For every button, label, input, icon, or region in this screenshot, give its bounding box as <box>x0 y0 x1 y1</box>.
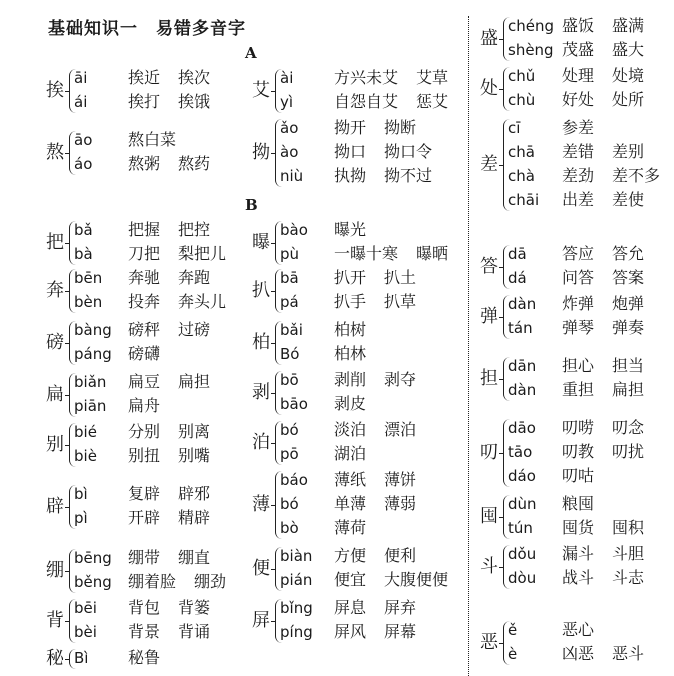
example-word: 处境 <box>612 66 645 85</box>
reading-row <box>280 164 450 188</box>
reading-row <box>508 116 612 140</box>
pinyin: pù <box>280 245 300 263</box>
example-word: 拗开 <box>334 118 367 137</box>
reading-row <box>508 64 662 88</box>
reading-row <box>508 14 662 38</box>
reading-row <box>280 368 434 392</box>
example-word: 担心 <box>562 356 595 375</box>
pinyin: biàn <box>280 547 313 565</box>
reading-row <box>280 418 434 442</box>
example-word: 曝晒 <box>416 244 449 263</box>
reading-row <box>280 266 434 290</box>
reading-row <box>280 218 384 242</box>
pinyin: bèn <box>74 293 103 311</box>
example-word: 薄荷 <box>334 518 367 537</box>
pinyin: dòu <box>508 569 537 587</box>
example-word: 扒土 <box>384 268 417 287</box>
example-word: 大腹便便 <box>384 570 449 589</box>
reading-row <box>508 542 662 566</box>
entry-character: 绷 <box>46 560 64 581</box>
example-word: 绷着脸 <box>128 572 177 591</box>
example-word: 熬药 <box>178 154 211 173</box>
example-word: 屏幕 <box>384 622 417 641</box>
reading-row <box>74 646 178 670</box>
entry-character: 弹 <box>480 306 498 327</box>
example-word: 扒手 <box>334 292 367 311</box>
example-word: 熬粥 <box>128 154 161 173</box>
pinyin: ě <box>508 621 518 639</box>
example-word: 过磅 <box>178 320 211 339</box>
pinyin: yì <box>280 93 294 111</box>
pinyin: biǎn <box>74 373 107 391</box>
reading-row <box>280 620 434 644</box>
entry-character: 担 <box>480 368 498 389</box>
pinyin: bǎ <box>74 221 93 239</box>
example-word: 囤货 <box>562 518 595 537</box>
pinyin: shèng <box>508 41 554 59</box>
example-word: 方兴未艾 <box>334 68 399 87</box>
example-word: 挨近 <box>128 68 161 87</box>
example-word: 差使 <box>612 190 645 209</box>
example-word: 艾草 <box>416 68 449 87</box>
reading-row <box>74 342 178 366</box>
example-word: 叨教 <box>562 442 595 461</box>
example-word: 好处 <box>562 90 595 109</box>
reading-row <box>280 392 384 416</box>
reading-row <box>74 318 228 342</box>
example-word: 一曝十寒 <box>334 244 399 263</box>
column-divider <box>468 16 469 676</box>
reading-row <box>74 506 228 530</box>
example-word: 拗不过 <box>384 166 433 185</box>
example-word: 屏息 <box>334 598 367 617</box>
reading-row <box>74 66 228 90</box>
pinyin: chǔ <box>508 67 536 85</box>
example-word: 便宜 <box>334 570 367 589</box>
example-word: 刀把 <box>128 244 161 263</box>
reading-row <box>74 266 228 290</box>
pinyin: ào <box>280 143 299 161</box>
reading-row <box>508 242 662 266</box>
pinyin: chéng <box>508 17 555 35</box>
example-word: 背景 <box>128 622 161 641</box>
example-word: 剥皮 <box>334 394 367 413</box>
pinyin: dàn <box>508 295 537 313</box>
reading-row <box>508 38 662 62</box>
example-word: 奔驰 <box>128 268 161 287</box>
example-word: 弹奏 <box>612 318 645 337</box>
reading-row <box>74 482 228 506</box>
example-word: 叨念 <box>612 418 645 437</box>
example-word: 扁豆 <box>128 372 161 391</box>
entry-character: 扒 <box>252 280 270 301</box>
example-word: 盛满 <box>612 16 645 35</box>
section-letter-a: A <box>245 44 257 62</box>
example-word: 凶恶 <box>562 644 595 663</box>
section-letter-b: B <box>245 196 258 214</box>
example-word: 熬白菜 <box>128 130 177 149</box>
reading-row <box>74 420 228 444</box>
pinyin: bǎi <box>280 321 303 339</box>
reading-row <box>280 66 466 90</box>
example-word: 参差 <box>562 118 595 137</box>
example-word: 湖泊 <box>334 444 367 463</box>
example-word: 担当 <box>612 356 645 375</box>
example-word: 挨次 <box>178 68 211 87</box>
entry-character: 柏 <box>252 332 270 353</box>
pinyin: chù <box>508 91 536 109</box>
reading-row <box>74 290 244 314</box>
reading-row <box>280 492 434 516</box>
pinyin: píng <box>280 623 313 641</box>
entry-character: 薄 <box>252 494 270 515</box>
reading-row <box>508 140 662 164</box>
pinyin: āo <box>74 131 93 149</box>
reading-row <box>280 116 434 140</box>
pinyin: è <box>508 645 518 663</box>
entry-character: 答 <box>480 256 498 277</box>
reading-row <box>508 88 662 112</box>
example-word: 叨咕 <box>562 466 595 485</box>
example-word: 薄纸 <box>334 470 367 489</box>
pinyin: bié <box>74 423 97 441</box>
example-word: 叨扰 <box>612 442 645 461</box>
pinyin: bó <box>280 495 299 513</box>
pinyin: dáo <box>508 467 536 485</box>
reading-row <box>508 188 662 212</box>
reading-row <box>74 152 228 176</box>
reading-row <box>508 378 662 402</box>
reading-row <box>508 292 662 316</box>
example-word: 奔头儿 <box>178 292 227 311</box>
reading-row <box>508 354 662 378</box>
reading-row <box>508 164 674 188</box>
reading-row <box>508 464 612 488</box>
example-word: 盛大 <box>612 40 645 59</box>
pinyin: cī <box>508 119 521 137</box>
pinyin: bì <box>74 485 88 503</box>
example-word: 答应 <box>562 244 595 263</box>
entry-character: 处 <box>480 78 498 99</box>
pinyin: piān <box>74 397 107 415</box>
example-word: 差劲 <box>562 166 595 185</box>
pinyin: pián <box>280 571 313 589</box>
pinyin: bēi <box>74 599 97 617</box>
example-word: 薄弱 <box>384 494 417 513</box>
example-word: 问答 <box>562 268 595 287</box>
example-word: 绷劲 <box>194 572 227 591</box>
reading-row <box>280 568 466 592</box>
reading-row <box>280 242 466 266</box>
pinyin: Bì <box>74 649 89 667</box>
pinyin: dàn <box>508 381 537 399</box>
reading-row <box>280 290 434 314</box>
pinyin: niù <box>280 167 304 185</box>
pinyin: bàng <box>74 321 112 339</box>
reading-row <box>508 492 612 516</box>
pinyin: bāo <box>280 395 308 413</box>
reading-row <box>280 342 384 366</box>
pinyin: pì <box>74 509 88 527</box>
reading-row <box>74 128 194 152</box>
pinyin: āi <box>74 69 88 87</box>
example-word: 出差 <box>562 190 595 209</box>
pinyin: ái <box>74 93 88 111</box>
example-word: 炸弹 <box>562 294 595 313</box>
reading-row <box>508 440 662 464</box>
example-word: 差错 <box>562 142 595 161</box>
reading-row <box>508 566 662 590</box>
example-word: 恶心 <box>562 620 595 639</box>
example-word: 背篓 <box>178 598 211 617</box>
reading-row <box>280 596 434 620</box>
example-word: 辟邪 <box>178 484 211 503</box>
example-word: 别扭 <box>128 446 161 465</box>
pinyin: bǐng <box>280 599 313 617</box>
entry-character: 盛 <box>480 28 498 49</box>
pinyin: bā <box>280 269 299 287</box>
pinyin: bèi <box>74 623 97 641</box>
entry-character: 屏 <box>252 610 270 631</box>
entry-character: 秘 <box>46 648 64 669</box>
pinyin: chā <box>508 143 535 161</box>
example-word: 叨唠 <box>562 418 595 437</box>
example-word: 重担 <box>562 380 595 399</box>
pinyin: pá <box>280 293 299 311</box>
example-word: 惩艾 <box>416 92 449 111</box>
reading-row <box>74 394 178 418</box>
reading-row <box>280 90 466 114</box>
example-word: 挨饿 <box>178 92 211 111</box>
example-word: 战斗 <box>562 568 595 587</box>
example-word: 答允 <box>612 244 645 263</box>
example-word: 处理 <box>562 66 595 85</box>
example-word: 磅秤 <box>128 320 161 339</box>
example-word: 拗口 <box>334 142 367 161</box>
pinyin: báo <box>280 471 308 489</box>
reading-row <box>280 442 384 466</box>
example-word: 炮弹 <box>612 294 645 313</box>
entry-character: 剥 <box>252 382 270 403</box>
pinyin: áo <box>74 155 93 173</box>
entry-character: 恶 <box>480 632 498 653</box>
example-word: 粮囤 <box>562 494 595 513</box>
example-word: 曝光 <box>334 220 367 239</box>
pinyin: dá <box>508 269 527 287</box>
example-word: 斗志 <box>612 568 645 587</box>
pinyin: bà <box>74 245 93 263</box>
reading-row <box>508 316 662 340</box>
example-word: 拗口令 <box>384 142 433 161</box>
example-word: 自怨自艾 <box>334 92 399 111</box>
pinyin: tún <box>508 519 533 537</box>
example-word: 绷带 <box>128 548 161 567</box>
pinyin: dān <box>508 357 537 375</box>
reading-row <box>74 242 244 266</box>
pinyin: tāo <box>508 443 533 461</box>
pinyin: Bó <box>280 345 300 363</box>
pinyin: pō <box>280 445 299 463</box>
example-word: 拗断 <box>384 118 417 137</box>
entry-character: 拗 <box>252 142 270 163</box>
example-word: 执拗 <box>334 166 367 185</box>
example-word: 淡泊 <box>334 420 367 439</box>
reading-row <box>508 618 612 642</box>
example-word: 绷直 <box>178 548 211 567</box>
pinyin: bō <box>280 371 299 389</box>
pinyin: ǎo <box>280 119 299 137</box>
pinyin: běng <box>74 573 112 591</box>
reading-row <box>280 544 434 568</box>
reading-row <box>74 444 228 468</box>
entry-character: 泊 <box>252 432 270 453</box>
example-word: 扒草 <box>384 292 417 311</box>
example-word: 方便 <box>334 546 367 565</box>
example-word: 挨打 <box>128 92 161 111</box>
example-word: 屏弃 <box>384 598 417 617</box>
example-word: 别嘴 <box>178 446 211 465</box>
example-word: 柏树 <box>334 320 367 339</box>
entry-character: 辟 <box>46 496 64 517</box>
pinyin: biè <box>74 447 97 465</box>
pinyin: bào <box>280 221 308 239</box>
example-word: 精辟 <box>178 508 211 527</box>
example-word: 复辟 <box>128 484 161 503</box>
reading-row <box>508 516 662 540</box>
example-word: 别离 <box>178 422 211 441</box>
example-word: 答案 <box>612 268 645 287</box>
example-word: 剥削 <box>334 370 367 389</box>
reading-row <box>74 570 244 594</box>
example-word: 斗胆 <box>612 544 645 563</box>
reading-row <box>74 546 228 570</box>
example-word: 奔跑 <box>178 268 211 287</box>
example-word: 秘鲁 <box>128 648 161 667</box>
pinyin: dǒu <box>508 545 537 563</box>
entry-character: 扁 <box>46 384 64 405</box>
page-title: 基础知识一 易错多音字 <box>48 19 246 39</box>
example-word: 扁担 <box>178 372 211 391</box>
entry-character: 挨 <box>46 80 64 101</box>
reading-row <box>508 416 662 440</box>
example-word: 恶斗 <box>612 644 645 663</box>
example-word: 处所 <box>612 90 645 109</box>
example-word: 背包 <box>128 598 161 617</box>
example-word: 把控 <box>178 220 211 239</box>
pinyin: bó <box>280 421 299 439</box>
example-word: 漂泊 <box>384 420 417 439</box>
entry-character: 叨 <box>480 442 498 463</box>
pinyin: ài <box>280 69 294 87</box>
example-word: 差别 <box>612 142 645 161</box>
entry-character: 差 <box>480 154 498 175</box>
entry-character: 艾 <box>252 80 270 101</box>
example-word: 背诵 <box>178 622 211 641</box>
example-word: 开辟 <box>128 508 161 527</box>
reading-row <box>280 140 450 164</box>
entry-character: 别 <box>46 434 64 455</box>
example-word: 扒开 <box>334 268 367 287</box>
entry-character: 熬 <box>46 142 64 163</box>
entry-character: 曝 <box>252 232 270 253</box>
reading-row <box>280 516 384 540</box>
entry-character: 奔 <box>46 280 64 301</box>
entry-character: 背 <box>46 610 64 631</box>
reading-row <box>508 642 662 666</box>
reading-row <box>280 318 384 342</box>
entry-character: 斗 <box>480 556 498 577</box>
pinyin: bēng <box>74 549 112 567</box>
reading-row <box>74 596 228 620</box>
example-word: 茂盛 <box>562 40 595 59</box>
example-word: 漏斗 <box>562 544 595 563</box>
example-word: 分别 <box>128 422 161 441</box>
pinyin: dāo <box>508 419 536 437</box>
example-word: 单薄 <box>334 494 367 513</box>
reading-row <box>74 218 228 242</box>
example-word: 柏林 <box>334 344 367 363</box>
pinyin: chāi <box>508 191 540 209</box>
example-word: 磅礴 <box>128 344 161 363</box>
reading-row <box>74 370 228 394</box>
reading-row <box>508 266 662 290</box>
entry-character: 囤 <box>480 506 498 527</box>
example-word: 扁舟 <box>128 396 161 415</box>
example-word: 盛饭 <box>562 16 595 35</box>
example-word: 梨把儿 <box>178 244 227 263</box>
example-word: 便利 <box>384 546 417 565</box>
pinyin: dùn <box>508 495 537 513</box>
example-word: 弹琴 <box>562 318 595 337</box>
example-word: 把握 <box>128 220 161 239</box>
reading-row <box>74 90 228 114</box>
entry-character: 把 <box>46 232 64 253</box>
reading-row <box>280 468 434 492</box>
entry-character: 磅 <box>46 332 64 353</box>
example-word: 投奔 <box>128 292 161 311</box>
pinyin: bēn <box>74 269 103 287</box>
pinyin: tán <box>508 319 533 337</box>
example-word: 扁担 <box>612 380 645 399</box>
reading-row <box>74 620 228 644</box>
example-word: 屏风 <box>334 622 367 641</box>
pinyin: páng <box>74 345 112 363</box>
pinyin: chà <box>508 167 535 185</box>
pinyin: dā <box>508 245 527 263</box>
example-word: 剥夺 <box>384 370 417 389</box>
example-word: 差不多 <box>612 166 661 185</box>
pinyin: bò <box>280 519 299 537</box>
example-word: 囤积 <box>612 518 645 537</box>
example-word: 薄饼 <box>384 470 417 489</box>
entry-character: 便 <box>252 558 270 579</box>
